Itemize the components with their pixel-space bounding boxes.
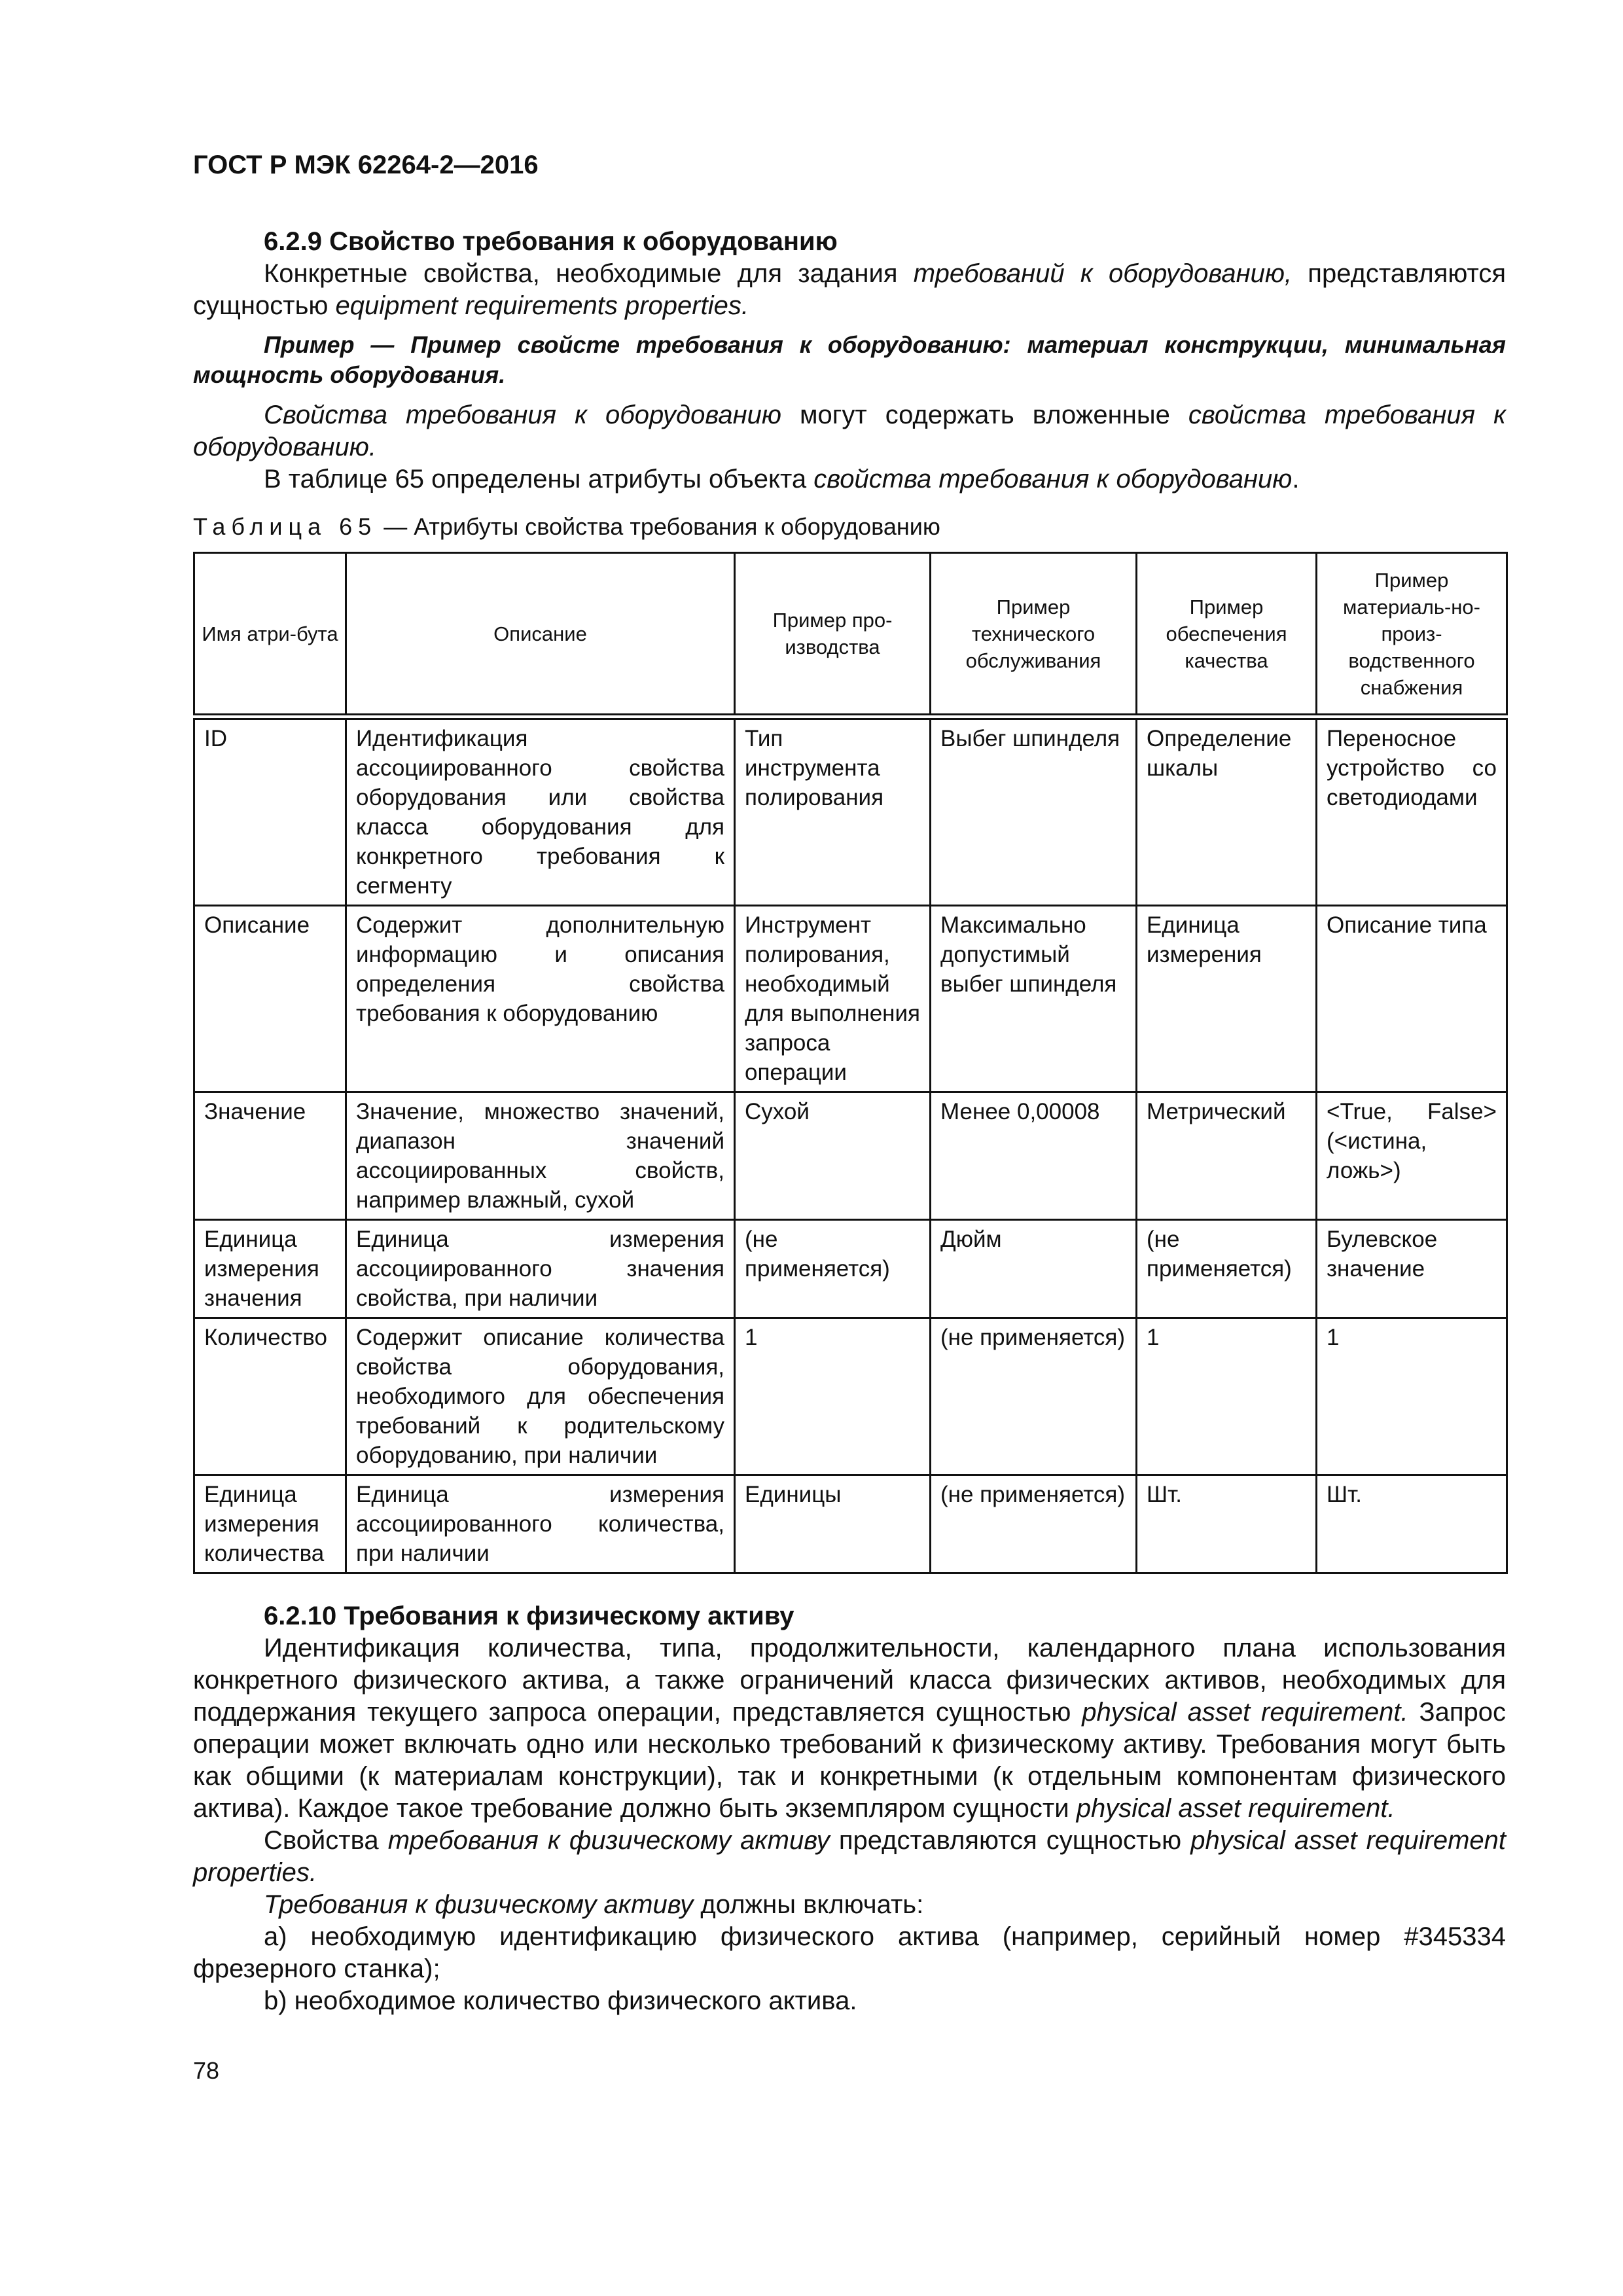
- table-row: [194, 717, 1507, 906]
- table-cell: (не применяется): [1137, 1220, 1317, 1318]
- table-cell: Тип инструмента полирования: [735, 717, 931, 906]
- text-run: должны включать:: [693, 1890, 924, 1919]
- text-run: представляются сущностью: [829, 1826, 1191, 1855]
- table-row: [194, 906, 1507, 1092]
- table-body: [194, 717, 1507, 1573]
- table-cell: Содержит дополнительную информацию и описания определения свойства требования к оборудованию: [346, 906, 735, 1092]
- attribute-name-cell: Значение: [194, 1092, 346, 1220]
- table-cell: Шт.: [1317, 1475, 1507, 1573]
- table-cell: Описание типа: [1317, 906, 1507, 1092]
- table-cell: 1: [1317, 1318, 1507, 1475]
- attributes-table: [193, 552, 1508, 1574]
- italic-term: Свойства требования к оборудованию: [264, 401, 781, 429]
- table-cell: Определение шкалы: [1137, 717, 1317, 906]
- document-id: ГОСТ Р МЭК 62264-2—2016: [193, 151, 539, 179]
- paragraph: [193, 1632, 1506, 1825]
- paragraph: [193, 1825, 1506, 1889]
- paragraph: [193, 1921, 1506, 1985]
- text-run: представляются сущностью: [193, 259, 1507, 320]
- table-cell: Шт.: [1137, 1475, 1317, 1573]
- table-cell: <True, False> (<истина, ложь>): [1317, 1092, 1507, 1220]
- table-cell: Единица измерения ассоциированного количества, при наличии: [346, 1475, 735, 1573]
- table-cell: Булевское значение: [1317, 1220, 1507, 1318]
- table-cell: Переносное устройство со светодиодами: [1317, 717, 1507, 906]
- text-run: могут содержать вложенные: [781, 401, 1188, 429]
- attribute-name-cell: ID: [194, 717, 346, 906]
- paragraph: [193, 463, 1506, 495]
- table-row: [194, 1318, 1507, 1475]
- table-cell: 1: [735, 1318, 931, 1475]
- italic-term: physical asset requirement.: [1082, 1698, 1408, 1727]
- italic-term: equipment requirements properties.: [335, 291, 749, 320]
- text-run: Запрос операции может включать одно или несколько требований к физическому активу. Требования могут быть как общими (к материалам конструкции), так и конкретными (к отдельным компонентам физического актива). Каждое такое требование должно быть экземпляром сущности: [193, 1698, 1507, 1823]
- table-cell: 1: [1137, 1318, 1317, 1475]
- page-content: [193, 149, 1506, 2085]
- text-run: Свойства: [264, 1826, 388, 1855]
- paragraph: [193, 258, 1506, 322]
- text-run: .: [1292, 465, 1300, 493]
- table-cell: Выбег шпинделя: [931, 717, 1137, 906]
- table-cell: Инструмент полирования, необходимый для выполнения запроса операции: [735, 906, 931, 1092]
- example-note: Пример — Пример свойсте требования к оборудованию: материал конструкции, минимальная мощность оборудования.: [193, 331, 1506, 388]
- text-run: b) необходимое количество физического актива.: [264, 1986, 857, 2015]
- text-run: Идентификация количества, типа, продолжительности, календарного плана использования конкретного физического актива, а также ограничений класса физических активов, необходимых для поддержания текущего запроса операции, представляется сущностью: [193, 1634, 1506, 1727]
- italic-term: physical asset requirement.: [1076, 1794, 1395, 1823]
- column-header: Пример про-изводства: [735, 553, 931, 717]
- column-header: Пример обеспечения качества: [1137, 553, 1317, 717]
- column-header: Пример материаль-но-произ-водственного снабжения: [1317, 553, 1507, 717]
- italic-term: Требования к физическому активу: [264, 1890, 694, 1919]
- paragraph: [193, 1985, 1506, 2017]
- text-run: a) необходимую идентификацию физического актива (например, серийный номер #345334 фрезерного станка);: [193, 1922, 1506, 1983]
- paragraph: [193, 1889, 1506, 1921]
- table-caption: [193, 512, 1506, 541]
- table-caption-label: Таблица 65: [193, 513, 378, 540]
- section-body-2: [193, 399, 1506, 495]
- table-cell: Метрический: [1137, 1092, 1317, 1220]
- attribute-name-cell: Единица измерения значения: [194, 1220, 346, 1318]
- table-cell: (не применяется): [931, 1318, 1137, 1475]
- table-row: [194, 1220, 1507, 1318]
- text-run: В таблице 65 определены атрибуты объекта: [264, 465, 814, 493]
- page-number: 78: [193, 2057, 220, 2084]
- section-heading: 6.2.10 Требования к физическому активу: [264, 1602, 794, 1630]
- column-header: Описание: [346, 553, 735, 717]
- italic-term: свойства требования к оборудованию.: [193, 401, 1507, 461]
- table-row: [194, 1092, 1507, 1220]
- italic-term: physical asset requirement properties.: [193, 1826, 1507, 1887]
- table-cell: Дюйм: [931, 1220, 1137, 1318]
- section-body: [193, 258, 1506, 322]
- table-cell: Содержит описание количества свойства оборудования, необходимого для обеспечения требований к родительскому оборудованию, при наличии: [346, 1318, 735, 1475]
- table-header-row: [194, 553, 1507, 717]
- text-run: Конкретные свойства, необходимые для задания: [264, 259, 914, 288]
- attribute-name-cell: Количество: [194, 1318, 346, 1475]
- table-cell: Единицы: [735, 1475, 931, 1573]
- italic-term: требований к оборудованию,: [913, 259, 1293, 288]
- table-cell: (не применяется): [931, 1475, 1137, 1573]
- attribute-name-cell: Единица измерения количества: [194, 1475, 346, 1573]
- table-cell: Единица измерения: [1137, 906, 1317, 1092]
- italic-term: свойства требования к оборудованию: [813, 465, 1293, 493]
- section-heading: 6.2.9 Свойство требования к оборудованию: [264, 227, 838, 256]
- column-header: Имя атри-бута: [194, 553, 346, 717]
- table-caption-text: — Атрибуты свойства требования к оборудованию: [377, 513, 940, 540]
- table-cell: Идентификация ассоциированного свойства оборудования или свойства класса оборудования для конкретного требования к сегменту: [346, 717, 735, 906]
- section-body: [193, 1632, 1506, 2017]
- table-cell: Единица измерения ассоциированного значения свойства, при наличии: [346, 1220, 735, 1318]
- table-cell: Сухой: [735, 1092, 931, 1220]
- section-6-2-9: [193, 226, 1506, 495]
- table-row: [194, 1475, 1507, 1573]
- column-header: Пример технического обслуживания: [931, 553, 1137, 717]
- table-cell: Значение, множество значений, диапазон значений ассоциированных свойств, например влажный, сухой: [346, 1092, 735, 1220]
- italic-term: требования к физическому активу: [387, 1826, 830, 1855]
- table-cell: (не применяется): [735, 1220, 931, 1318]
- attribute-name-cell: Описание: [194, 906, 346, 1092]
- paragraph: [193, 399, 1506, 463]
- section-6-2-10: [193, 1600, 1506, 2017]
- table-cell: Максимально допустимый выбег шпинделя: [931, 906, 1137, 1092]
- table-cell: Менее 0,00008: [931, 1092, 1137, 1220]
